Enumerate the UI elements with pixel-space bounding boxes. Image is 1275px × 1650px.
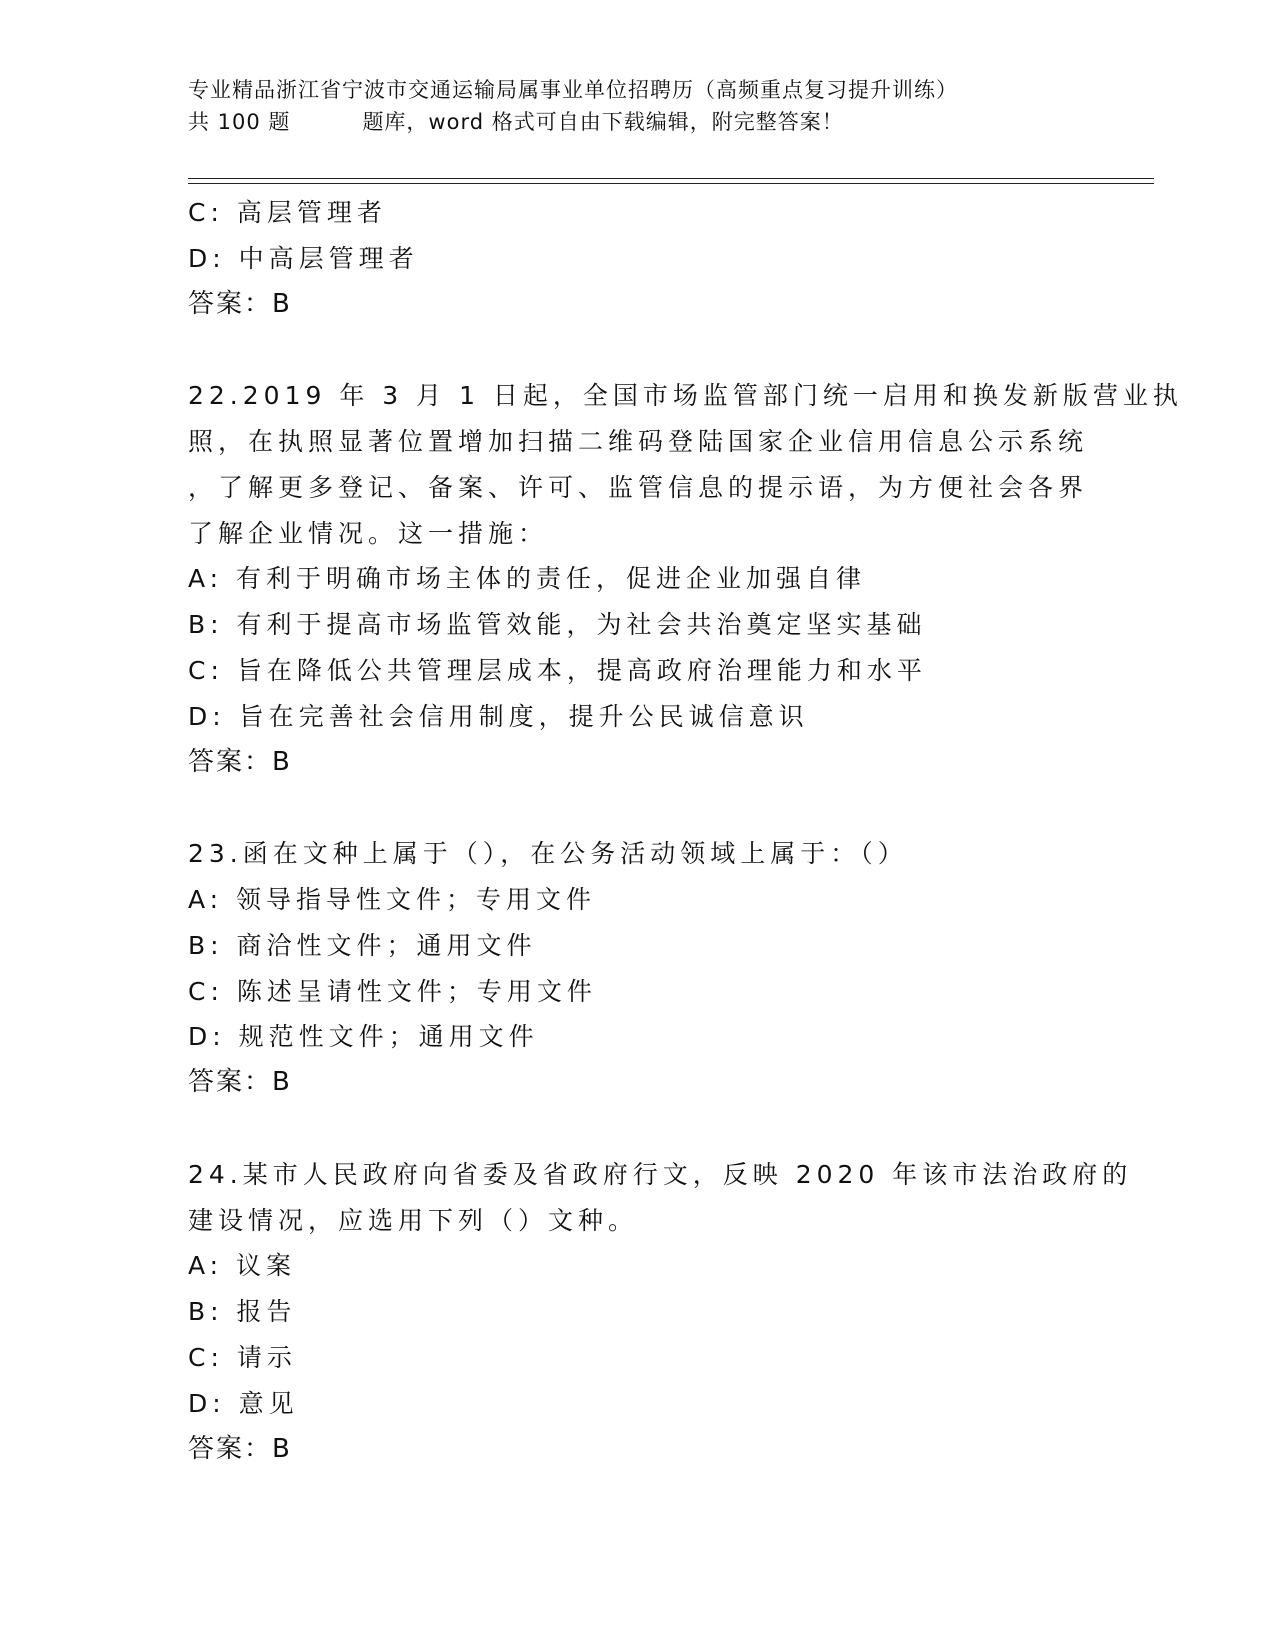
question-22 [188, 373, 1183, 785]
option-a: A: 领导指导性文件；专用文件 [188, 884, 597, 914]
option-b: B: 报告 [188, 1297, 297, 1327]
question-text-line: 照，在执照显著位置增加扫描二维码登陆国家企业信用信息公示系统 [188, 426, 1089, 456]
answer-line: 答案：B [188, 1067, 292, 1098]
option-d: D: 旨在完善社会信用制度，提升公民诚信意识 [188, 701, 809, 731]
previous-question-tail [188, 190, 1088, 327]
option-c: C: 请示 [188, 1342, 297, 1372]
option-d: D: 意见 [188, 1388, 299, 1418]
header-description: 题库，word 格式可自由下载编辑，附完整答案！ [362, 110, 844, 134]
question-content [188, 190, 1183, 1472]
question-24 [188, 1152, 1133, 1473]
header-divider-bottom [188, 183, 1154, 184]
header-count: 共 100 题 [188, 110, 291, 134]
question-text-line: 了解企业情况。这一措施： [188, 518, 549, 548]
option-b: B: 有利于提高市场监管效能，为社会共治奠定坚实基础 [188, 610, 927, 640]
option-c: C: 旨在降低公共管理层成本，提高政府治理能力和水平 [188, 655, 927, 685]
question-text-line: 22.2019 年 3 月 1 日起，全国市场监管部门统一启用和换发新版营业执 [188, 381, 1183, 411]
option-c: C: 高层管理者 [188, 198, 387, 227]
document-header [188, 74, 1088, 138]
question-text-line: 建设情况，应选用下列（）文种。 [188, 1205, 639, 1235]
question-text-line: 24.某市人民政府向省委及省政府行文，反映 2020 年该市法治政府的 [188, 1159, 1133, 1189]
option-d: D: 中高层管理者 [188, 243, 419, 273]
answer-line: 答案：B [188, 288, 292, 319]
question-text-line: 23.函在文种上属于（），在公务活动领域上属于：（） [188, 839, 908, 869]
question-text-line: ，了解更多登记、备案、许可、监管信息的提示语，为方便社会各界 [188, 472, 1089, 502]
option-b: B: 商洽性文件；通用文件 [188, 930, 537, 960]
option-c: C: 陈述呈请性文件；专用文件 [188, 976, 597, 1006]
option-a: A: 有利于明确市场主体的责任，促进企业加强自律 [188, 564, 867, 594]
header-title: 专业精品浙江省宁波市交通运输局属事业单位招聘历（高频重点复习提升训练） [188, 78, 958, 102]
question-23 [188, 831, 1088, 1106]
option-d: D: 规范性文件；通用文件 [188, 1022, 539, 1052]
header-subtitle [188, 106, 1088, 138]
answer-line: 答案：B [188, 1433, 292, 1464]
option-a: A: 议案 [188, 1251, 297, 1281]
header-divider-top [188, 178, 1154, 179]
answer-line: 答案：B [188, 746, 292, 777]
